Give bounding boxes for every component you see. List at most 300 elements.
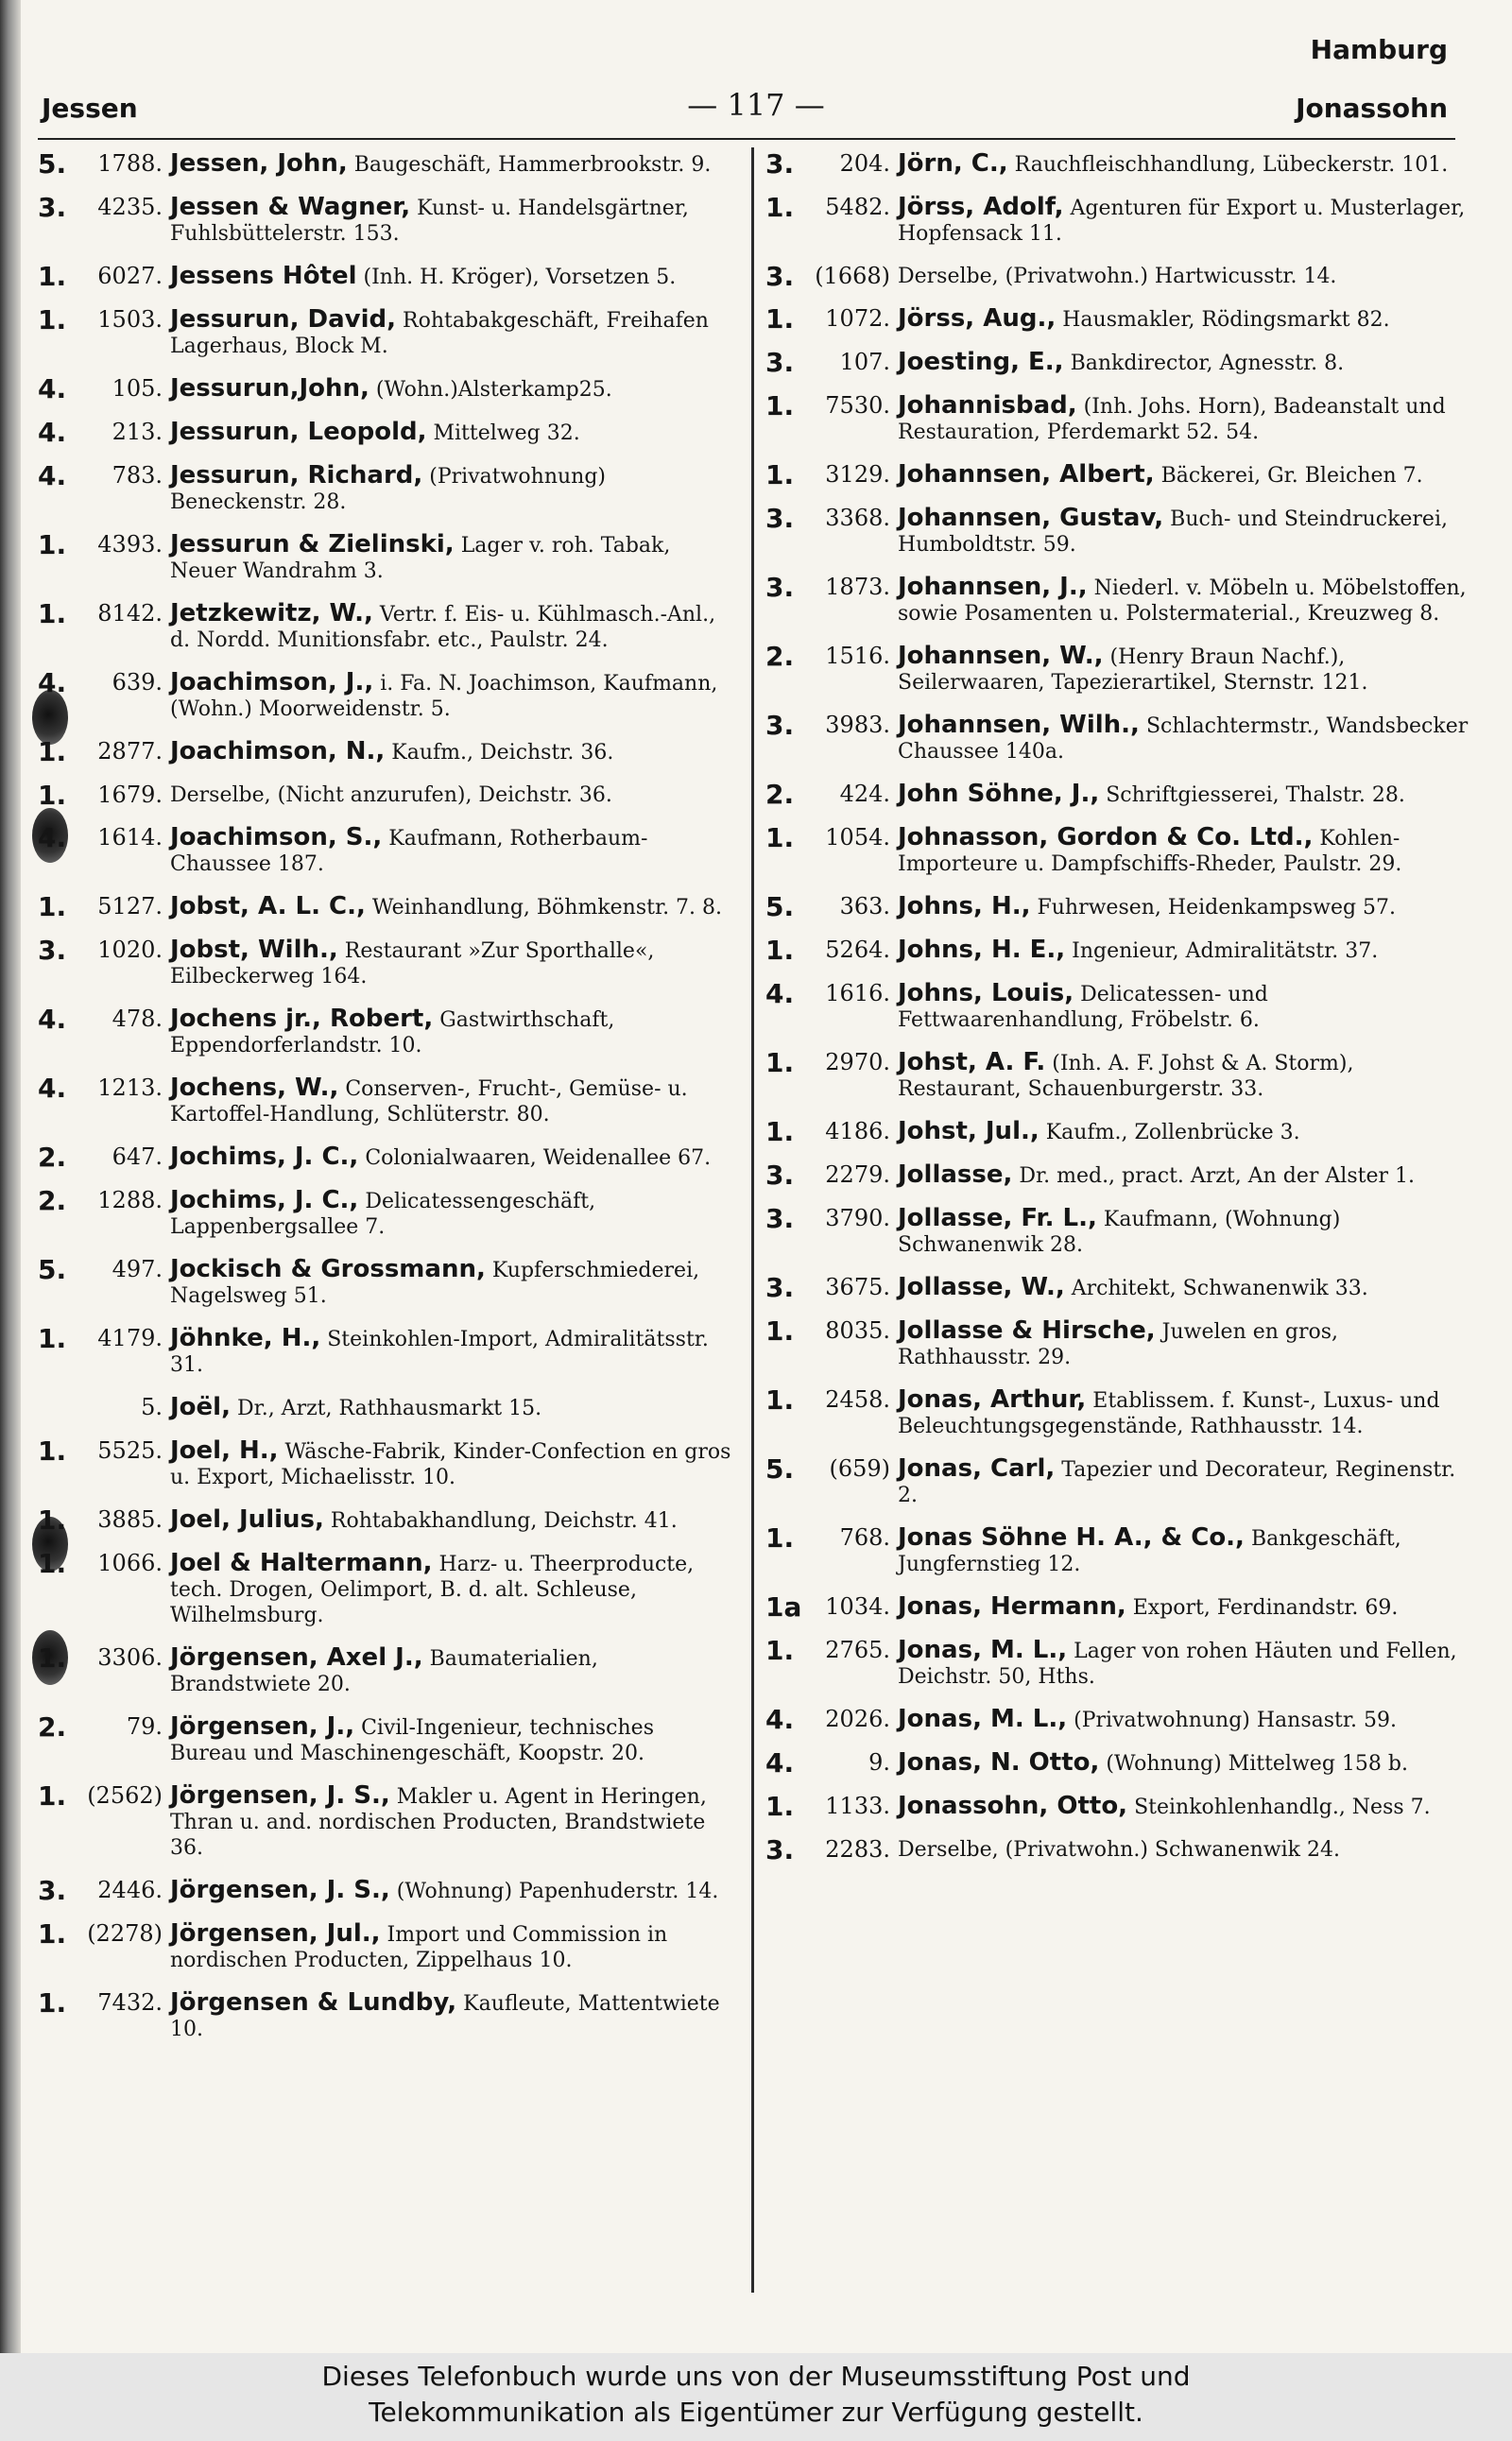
- directory-entry: [38, 1395, 737, 1421]
- directory-entry: [765, 1116, 1469, 1147]
- subscriber-details: Fuhrwesen, Heidenkampsweg 57.: [1037, 896, 1397, 920]
- left-column: [38, 148, 737, 2059]
- phone-number: 6027.: [97, 263, 163, 289]
- directory-entry: [38, 460, 737, 515]
- subscriber-name: Jobst, A. L. C.,: [170, 892, 366, 920]
- subscriber-name: Jollasse & Hirsche,: [898, 1316, 1156, 1345]
- subscriber-details: Civil-Ingenieur, technisches Bureau und Maschinengeschäft, Koopstr. 20.: [170, 1716, 654, 1765]
- subscriber-details: i. Fa. N. Joachimson, Kaufmann, (Wohn.) Moorweidenstr. 5.: [170, 672, 718, 721]
- phone-number: 1873.: [825, 574, 890, 600]
- subscriber-details: Lager von rohen Häuten und Fellen, Deichstr. 50, Hths.: [898, 1640, 1457, 1689]
- directory-entry: [765, 641, 1469, 696]
- subscriber-name: Jollasse, W.,: [898, 1273, 1065, 1301]
- phone-number: 105.: [112, 375, 163, 402]
- exchange-number: 1.: [38, 261, 67, 292]
- exchange-number: 5.: [38, 1254, 67, 1285]
- phone-number: 783.: [112, 462, 163, 489]
- subscriber-details: Baugeschäft, Hammerbrookstr. 9.: [353, 153, 712, 177]
- subscriber-details: (Henry Braun Nachf.), Seilerwaaren, Tapezierartikel, Sternstr. 121.: [898, 645, 1368, 695]
- directory-entry: [38, 1875, 737, 1906]
- exchange-number: 3.: [765, 148, 795, 180]
- directory-entry: [765, 937, 1469, 964]
- subscriber-name: Joel, H.,: [170, 1436, 279, 1465]
- exchange-number: 2.: [765, 641, 795, 672]
- exchange-number: 5.: [765, 891, 795, 922]
- subscriber-details: Kaufmann, (Wohnung) Schwanenwik 28.: [898, 1208, 1341, 1257]
- subscriber-details: Delicatessen- und Fettwaarenhandlung, Fröbelstr. 6.: [898, 983, 1268, 1032]
- directory-entry: [38, 148, 737, 180]
- subscriber-details: Vertr. f. Eis- u. Kühlmasch.-Anl., d. Nordd. Munitionsfabr. etc., Paulstr. 24.: [170, 603, 716, 652]
- subscriber-details: Kaufm., Deichstr. 36.: [391, 741, 614, 765]
- subscriber-name: Jollasse,: [898, 1160, 1013, 1189]
- exchange-number: 2.: [38, 1142, 67, 1173]
- subscriber-name: Johannsen, Gustav,: [898, 504, 1164, 532]
- directory-entry: [765, 1047, 1469, 1102]
- subscriber-details: (Privatwohnung) Hansastr. 59.: [1074, 1709, 1397, 1732]
- phone-number: 8142.: [97, 600, 163, 627]
- exchange-number: 4.: [38, 822, 67, 853]
- subscriber-details: Rauchfleischhandlung, Lübeckerstr. 101.: [1014, 153, 1449, 177]
- city-heading: Hamburg: [1310, 34, 1448, 65]
- subscriber-name: Jörgensen, J. S.,: [170, 1876, 390, 1904]
- phone-number: 1034.: [825, 1593, 890, 1620]
- directory-entry: [765, 1453, 1469, 1508]
- exchange-number: 1.: [765, 1384, 795, 1416]
- subscriber-name: Joachimson, S.,: [170, 823, 383, 851]
- directory-entry: [38, 304, 737, 359]
- directory-entry: [765, 1591, 1469, 1623]
- subscriber-name: Jonas, Carl,: [898, 1454, 1056, 1483]
- subscriber-details: Derselbe, (Privatwohn.) Hartwicusstr. 14.: [898, 265, 1337, 288]
- subscriber-details: Kohlen-Importeure u. Dampfschiffs-Rheder, Paulstr. 29.: [898, 827, 1402, 876]
- phone-number: 2279.: [825, 1161, 890, 1188]
- subscriber-name: Jonas Söhne H. A., & Co.,: [898, 1523, 1245, 1552]
- subscriber-name: Jonas, M. L.,: [898, 1636, 1068, 1664]
- directory-entry: [38, 1185, 737, 1240]
- phone-number: 107.: [839, 349, 890, 375]
- directory-entry: [765, 710, 1469, 765]
- subscriber-details: Kunst- u. Handelsgärtner, Fuhlsbüttelerstr. 153.: [170, 197, 689, 246]
- phone-number: 4393.: [97, 531, 163, 558]
- phone-number: 497.: [112, 1256, 163, 1282]
- phone-number: 1788.: [97, 150, 163, 177]
- phone-number: 1066.: [97, 1550, 163, 1576]
- subscriber-details: (Wohn.)Alsterkamp25.: [375, 378, 612, 402]
- phone-number: 2970.: [825, 1049, 890, 1075]
- exchange-number: 1.: [38, 598, 67, 629]
- subscriber-name: Jonas, Hermann,: [898, 1592, 1126, 1621]
- subscriber-name: Jochims, J. C.,: [170, 1186, 359, 1214]
- directory-entry: [38, 780, 737, 811]
- phone-number: (2562): [87, 1782, 163, 1809]
- subscriber-name: Jochens, W.,: [170, 1074, 339, 1102]
- exchange-number: 1.: [38, 736, 67, 767]
- directory-entry: [765, 1315, 1469, 1370]
- phone-number: 1054.: [825, 824, 890, 851]
- subscriber-details: Baumaterialien, Brandstwiete 20.: [170, 1647, 598, 1696]
- subscriber-details: Hausmakler, Rödingsmarkt 82.: [1062, 308, 1390, 332]
- subscriber-details: Dr., Arzt, Rathhausmarkt 15.: [236, 1397, 542, 1420]
- directory-entry: [38, 373, 737, 404]
- subscriber-details: Kupferschmiederei, Nagelsweg 51.: [170, 1259, 700, 1308]
- subscriber-name: Johannisbad,: [898, 391, 1077, 420]
- subscriber-details: (Inh. H. Kröger), Vorsetzen 5.: [363, 266, 677, 289]
- exchange-number: 3.: [38, 192, 67, 223]
- phone-number: 1614.: [97, 824, 163, 851]
- phone-number: 5127.: [97, 893, 163, 920]
- exchange-number: 1.: [765, 192, 795, 223]
- directory-entry: [765, 503, 1469, 558]
- directory-entry: [765, 148, 1469, 180]
- subscriber-details: Colonialwaaren, Weidenallee 67.: [365, 1146, 712, 1170]
- exchange-number: 4.: [38, 417, 67, 448]
- phone-number: 5525.: [97, 1437, 163, 1464]
- footer-line-1: Dieses Telefonbuch wurde uns von der Museumsstiftung Post und: [321, 2361, 1191, 2392]
- directory-entry: [38, 1548, 737, 1628]
- subscriber-name: Jörgensen, J. S.,: [170, 1781, 390, 1810]
- exchange-number: 1.: [38, 1987, 67, 2019]
- phone-number: 7530.: [825, 392, 890, 419]
- exchange-number: 4.: [765, 978, 795, 1009]
- subscriber-details: Weinhandlung, Böhmkenstr. 7. 8.: [371, 896, 723, 920]
- phone-number: 4186.: [825, 1118, 890, 1144]
- directory-entry: [38, 1780, 737, 1861]
- phone-number: 7432.: [97, 1989, 163, 2016]
- subscriber-details: Derselbe, (Nicht anzurufen), Deichstr. 36.: [170, 783, 612, 807]
- exchange-number: 2.: [38, 1185, 67, 1216]
- subscriber-name: Jessurun,John,: [170, 374, 369, 403]
- subscriber-name: Jessens Hôtel: [170, 262, 357, 290]
- subscriber-details: Delicatessengeschäft, Lappenbergsallee 7.: [170, 1190, 596, 1239]
- directory-entry: [765, 1162, 1469, 1189]
- subscriber-details: Ingenieur, Admiralitätstr. 37.: [1072, 939, 1379, 963]
- phone-number: 5264.: [825, 937, 890, 963]
- subscriber-name: Johns, H. E.,: [898, 936, 1066, 964]
- phone-number: 1072.: [825, 305, 890, 332]
- subscriber-details: Schriftgiesserei, Thalstr. 28.: [1106, 783, 1405, 807]
- exchange-number: 1.: [38, 1918, 67, 1950]
- subscriber-details: Makler u. Agent in Heringen, Thran u. and. nordischen Producten, Brandstwiete 36.: [170, 1785, 707, 1860]
- exchange-number: 4.: [38, 667, 67, 698]
- phone-number: 2458.: [825, 1386, 890, 1413]
- exchange-number: 3.: [765, 710, 795, 741]
- phone-number: 647.: [112, 1143, 163, 1170]
- subscriber-name: Jörgensen, J.,: [170, 1712, 355, 1741]
- directory-entry: [765, 572, 1469, 627]
- subscriber-name: Johannsen, J.,: [898, 573, 1088, 601]
- phone-number: 424.: [839, 781, 890, 807]
- directory-entry: [765, 1635, 1469, 1690]
- exchange-number: 3.: [765, 261, 795, 292]
- phone-number: 1288.: [97, 1187, 163, 1213]
- exchange-number: 1.: [765, 1635, 795, 1666]
- exchange-number: 3.: [765, 1160, 795, 1191]
- subscriber-name: Jonassohn, Otto,: [898, 1792, 1128, 1820]
- subscriber-name: Johnasson, Gordon & Co. Ltd.,: [898, 823, 1314, 851]
- phone-number: 3306.: [97, 1644, 163, 1671]
- column-divider: [751, 147, 754, 2293]
- phone-number: 2026.: [825, 1706, 890, 1732]
- subscriber-details: Juwelen en gros, Rathhausstr. 29.: [898, 1320, 1339, 1369]
- phone-number: 1616.: [825, 980, 890, 1006]
- phone-number: 3983.: [825, 712, 890, 738]
- subscriber-details: Bankgeschäft, Jungfernstieg 12.: [898, 1527, 1401, 1576]
- directory-entry: [38, 192, 737, 247]
- exchange-number: 4.: [765, 1704, 795, 1735]
- directory-entry: [38, 822, 737, 877]
- directory-entry: [765, 891, 1469, 922]
- phone-number: 4235.: [97, 194, 163, 220]
- subscriber-name: Johns, Louis,: [898, 979, 1074, 1007]
- exchange-number: 1.: [38, 1548, 67, 1579]
- subscriber-name: Jonas, Arthur,: [898, 1385, 1087, 1414]
- subscriber-details: (Inh. A. F. Johst & A. Storm), Restaurant, Schauenburgerstr. 33.: [898, 1052, 1354, 1101]
- subscriber-details: Export, Ferdinandstr. 69.: [1132, 1596, 1399, 1620]
- exchange-number: 1.: [38, 1504, 67, 1536]
- subscriber-name: Johannsen, Wilh.,: [898, 711, 1140, 739]
- header-last-name: Jonassohn: [1296, 93, 1448, 124]
- phone-number: 3885.: [97, 1506, 163, 1533]
- phone-number: 478.: [112, 1006, 163, 1032]
- subscriber-details: Gastwirthschaft, Eppendorferlandstr. 10.: [170, 1008, 615, 1057]
- directory-entry: [38, 261, 737, 292]
- directory-entry: [38, 1254, 737, 1309]
- phone-number: 1516.: [825, 643, 890, 669]
- subscriber-details: Derselbe, (Privatwohn.) Schwanenwik 24.: [898, 1838, 1340, 1862]
- exchange-number: 1.: [765, 390, 795, 421]
- exchange-number: 4.: [38, 1073, 67, 1104]
- exchange-number: 1.: [765, 1791, 795, 1822]
- directory-entry: [765, 1203, 1469, 1258]
- subscriber-name: Jessurun, Richard,: [170, 461, 423, 490]
- exchange-number: 1.: [38, 1323, 67, 1354]
- exchange-number: 1.: [38, 891, 67, 922]
- directory-entry: [765, 1522, 1469, 1577]
- subscriber-name: Jessurun & Zielinski,: [170, 530, 455, 559]
- directory-entry: [765, 459, 1469, 490]
- exchange-number: 1.: [765, 1315, 795, 1347]
- subscriber-details: Steinkohlenhandlg., Ness 7.: [1134, 1796, 1431, 1819]
- phone-number: 1503.: [97, 306, 163, 333]
- directory-entry: [765, 1747, 1469, 1779]
- exchange-number: 1.: [38, 1435, 67, 1467]
- subscriber-name: Joel, Julius,: [170, 1505, 324, 1534]
- exchange-number: 1.: [765, 935, 795, 966]
- exchange-number: 3.: [765, 1834, 795, 1865]
- directory-entry: [38, 667, 737, 722]
- subscriber-name: Jörn, C.,: [898, 149, 1008, 178]
- exchange-number: 3.: [765, 1272, 795, 1303]
- phone-number: 213.: [112, 419, 163, 445]
- exchange-number: 3.: [38, 935, 67, 966]
- phone-number: 2877.: [97, 738, 163, 765]
- subscriber-details: Etablissem. f. Kunst-, Luxus- und Beleuchtungsgegenstände, Rathhausstr. 14.: [898, 1389, 1440, 1438]
- header-rule: [38, 138, 1455, 140]
- directory-entry: [38, 529, 737, 584]
- directory-entry: [38, 891, 737, 922]
- exchange-number: 3.: [765, 503, 795, 534]
- exchange-number: 1.: [765, 1047, 795, 1078]
- directory-entry: [765, 779, 1469, 810]
- phone-number: (659): [829, 1455, 890, 1482]
- subscriber-details: Import und Commission in nordischen Producten, Zippelhaus 10.: [170, 1923, 668, 1972]
- directory-entry: [38, 1323, 737, 1378]
- directory-entry: [765, 1704, 1469, 1735]
- subscriber-details: Niederl. v. Möbeln u. Möbelstoffen, sowie Posamenten u. Polstermaterial., Kreuzweg 8.: [898, 576, 1467, 626]
- directory-entry: [38, 937, 737, 989]
- phone-number: 3368.: [825, 505, 890, 531]
- phone-number: 2765.: [825, 1637, 890, 1663]
- directory-entry: [765, 192, 1469, 247]
- exchange-number: 1.: [38, 780, 67, 811]
- exchange-number: 3.: [38, 1875, 67, 1906]
- directory-entry: [765, 261, 1469, 292]
- phone-number: (2278): [87, 1920, 163, 1947]
- phone-number: 768.: [839, 1524, 890, 1551]
- exchange-number: 4.: [765, 1747, 795, 1779]
- subscriber-details: Rohtabakhandlung, Deichstr. 41.: [330, 1509, 678, 1533]
- phone-number: 204.: [839, 150, 890, 177]
- subscriber-name: Jörgensen, Jul.,: [170, 1919, 381, 1948]
- phone-number: 639.: [112, 669, 163, 696]
- exchange-number: 3.: [765, 347, 795, 378]
- phone-number: 363.: [839, 893, 890, 920]
- exchange-number: 2.: [765, 779, 795, 810]
- subscriber-details: Bankdirector, Agnesstr. 8.: [1070, 352, 1345, 375]
- directory-entry: [765, 390, 1469, 445]
- book-binding: [0, 0, 21, 2353]
- subscriber-details: Dr. med., pract. Arzt, An der Alster 1.: [1019, 1164, 1415, 1188]
- exchange-number: 1a: [765, 1591, 802, 1623]
- directory-entry: [38, 1987, 737, 2042]
- directory-entry: [765, 1791, 1469, 1822]
- exchange-number: 1.: [38, 1642, 67, 1674]
- directory-entry: [38, 1642, 737, 1697]
- directory-entry: [38, 1711, 737, 1766]
- subscriber-name: Jetzkewitz, W.,: [170, 599, 373, 627]
- directory-entry: [38, 736, 737, 767]
- exchange-number: 1.: [765, 1116, 795, 1147]
- subscriber-details: Schlachtermstr., Wandsbecker Chaussee 140a.: [898, 714, 1469, 764]
- directory-entry: [38, 1504, 737, 1536]
- phone-number: 5.: [141, 1394, 163, 1420]
- exchange-number: 3.: [765, 1203, 795, 1234]
- subscriber-details: (Wohnung) Papenhuderstr. 14.: [396, 1880, 719, 1903]
- subscriber-details: Tapezier und Decorateur, Reginenstr. 2.: [898, 1458, 1456, 1507]
- phone-number: 8035.: [825, 1317, 890, 1344]
- subscriber-details: Harz- u. Theerproducte, tech. Drogen, Oelimport, B. d. alt. Schleuse, Wilhelmsburg.: [170, 1553, 695, 1627]
- subscriber-name: Johns, H.,: [898, 892, 1031, 920]
- phone-number: 3675.: [825, 1274, 890, 1300]
- subscriber-name: Jonas, N. Otto,: [898, 1748, 1100, 1777]
- subscriber-details: (Inh. Johs. Horn), Badeanstalt und Restauration, Pferdemarkt 52. 54.: [898, 395, 1446, 444]
- subscriber-details: (Privatwohnung) Beneckenstr. 28.: [170, 465, 606, 514]
- subscriber-details: Mittelweg 32.: [433, 421, 580, 445]
- subscriber-name: Jörgensen & Lundby,: [170, 1988, 457, 2017]
- phone-number: 4179.: [97, 1325, 163, 1351]
- phone-number: 1020.: [97, 937, 163, 963]
- phone-number: 3790.: [825, 1205, 890, 1231]
- exchange-number: 1.: [765, 303, 795, 335]
- directory-entry: [765, 1384, 1469, 1439]
- header-first-name: Jessen: [42, 93, 138, 124]
- exchange-number: 4.: [38, 460, 67, 491]
- subscriber-name: Jonas, M. L.,: [898, 1705, 1068, 1733]
- subscriber-name: Jessen & Wagner,: [170, 193, 411, 221]
- subscriber-details: Buch- und Steindruckerei, Humboldtstr. 59.: [898, 507, 1448, 557]
- subscriber-name: Jochens jr., Robert,: [170, 1005, 434, 1033]
- subscriber-details: Kaufm., Zollenbrücke 3.: [1045, 1121, 1300, 1144]
- directory-entry: [765, 1834, 1469, 1865]
- subscriber-name: Jockisch & Grossmann,: [170, 1255, 486, 1283]
- exchange-number: 1.: [765, 1522, 795, 1554]
- subscriber-details: Steinkohlen-Import, Admiralitätsstr. 31.: [170, 1328, 709, 1377]
- footer-line-2: Telekommunikation als Eigentümer zur Verfügung gestellt.: [369, 2397, 1143, 2428]
- exchange-number: 2.: [38, 1711, 67, 1743]
- phone-number: 1133.: [825, 1793, 890, 1819]
- phone-number: 3129.: [825, 461, 890, 488]
- subscriber-name: Jollasse, Fr. L.,: [898, 1204, 1097, 1232]
- exchange-number: 4.: [38, 1004, 67, 1035]
- subscriber-name: Jörgensen, Axel J.,: [170, 1643, 423, 1672]
- subscriber-details: Bäckerei, Gr. Bleichen 7.: [1160, 464, 1423, 488]
- page-number: — 117 —: [687, 87, 825, 123]
- directory-entry: [38, 1918, 737, 1973]
- subscriber-details: Wäsche-Fabrik, Kinder-Confection en gros u. Export, Michaelisstr. 10.: [170, 1440, 731, 1489]
- phone-number: 2283.: [825, 1836, 890, 1863]
- exchange-number: 3.: [765, 572, 795, 603]
- subscriber-details: Lager v. roh. Tabak, Neuer Wandrahm 3.: [170, 534, 671, 583]
- exchange-number: 5.: [765, 1453, 795, 1485]
- exchange-number: 5.: [38, 148, 67, 180]
- phone-number: 79.: [126, 1713, 163, 1740]
- subscriber-details: Kaufleute, Mattentwiete 10.: [170, 1992, 720, 2041]
- subscriber-details: Agenturen für Export u. Musterlager, Hopfensack 11.: [898, 197, 1466, 246]
- footer-notice: [0, 2353, 1512, 2441]
- exchange-number: 1.: [38, 304, 67, 335]
- directory-entry: [765, 822, 1469, 877]
- phone-number: (1668): [815, 263, 890, 289]
- directory-entry: [38, 1075, 737, 1127]
- directory-entry: [765, 347, 1469, 378]
- exchange-number: 1.: [765, 822, 795, 853]
- subscriber-name: Jessurun, Leopold,: [170, 418, 427, 446]
- directory-entry: [38, 417, 737, 448]
- phone-number: 1213.: [97, 1074, 163, 1101]
- exchange-number: 1.: [38, 1780, 67, 1812]
- phone-number: 5482.: [825, 194, 890, 220]
- subscriber-name: Jessurun, David,: [170, 305, 397, 334]
- subscriber-name: Jöhnke, H.,: [170, 1324, 321, 1352]
- directory-entry: [765, 978, 1469, 1033]
- subscriber-name: Joesting, E.,: [898, 348, 1064, 376]
- phone-number: 9.: [868, 1749, 890, 1776]
- phone-number: 1679.: [97, 782, 163, 808]
- subscriber-details: (Wohnung) Mittelweg 158 b.: [1106, 1752, 1408, 1776]
- subscriber-name: Joël,: [170, 1393, 231, 1421]
- subscriber-name: Jessen, John,: [170, 149, 348, 178]
- subscriber-details: Rohtabakgeschäft, Freihafen Lagerhaus, Block M.: [170, 309, 709, 358]
- subscriber-details: Architekt, Schwanenwik 33.: [1071, 1277, 1368, 1300]
- subscriber-details: Restaurant »Zur Sporthalle«, Eilbeckerweg 164.: [170, 939, 655, 988]
- subscriber-name: Johst, A. F.: [898, 1048, 1046, 1076]
- directory-entry: [38, 1006, 737, 1058]
- subscriber-name: Joel & Haltermann,: [170, 1549, 433, 1577]
- directory-entry: [765, 303, 1469, 335]
- subscriber-name: Johannsen, W.,: [898, 642, 1104, 670]
- exchange-number: 1.: [765, 459, 795, 490]
- directory-entry: [38, 1144, 737, 1171]
